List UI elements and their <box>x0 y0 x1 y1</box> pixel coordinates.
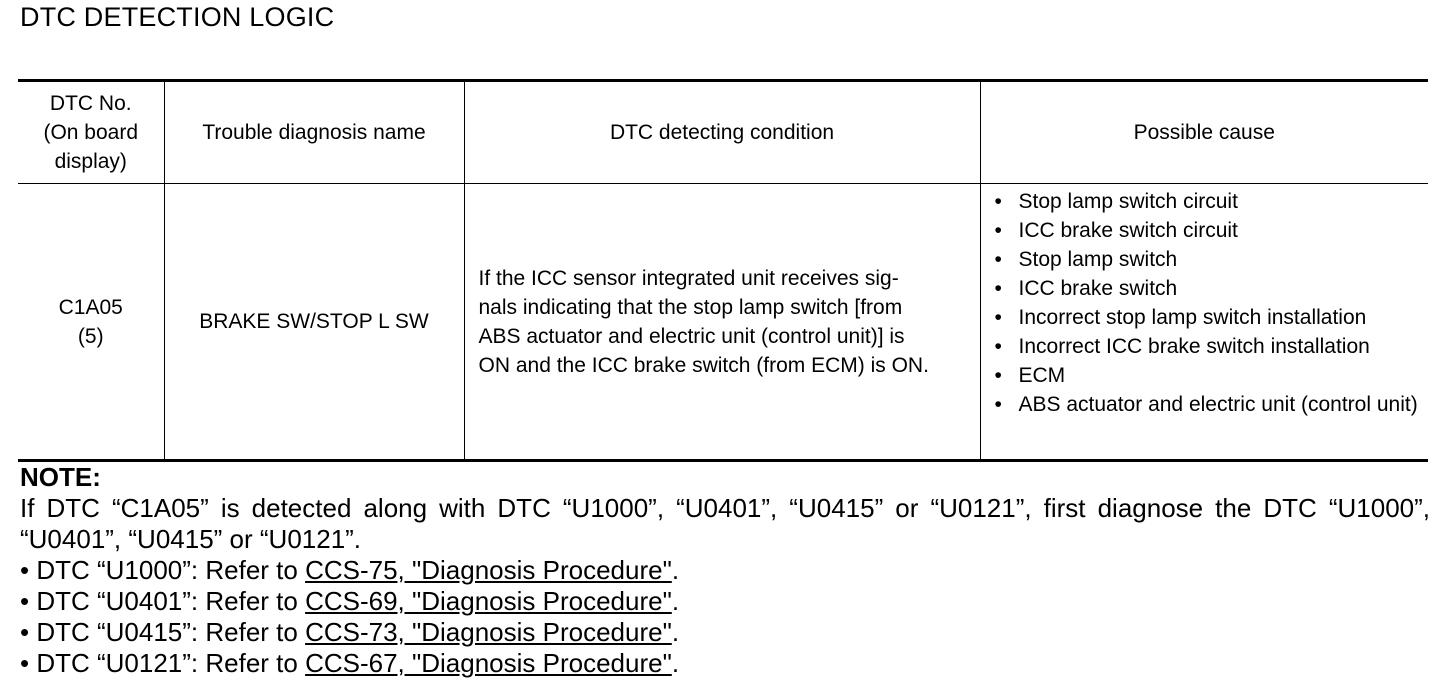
bullet-icon: • <box>994 190 1002 213</box>
cause-text: ECM <box>1018 364 1066 387</box>
list-item <box>995 187 1429 216</box>
possible-cause-list <box>981 187 1429 419</box>
list-item <box>995 303 1429 332</box>
cause-text: Stop lamp switch <box>1018 248 1178 271</box>
list-item <box>995 390 1429 419</box>
dtc-number: C1A05 <box>58 295 123 319</box>
bullet-icon: • <box>994 364 1002 387</box>
reference-suffix: . <box>671 648 680 678</box>
header-possible-cause: Possible cause <box>980 81 1428 184</box>
condition-line: nals indicating that the stop lamp switch [from <box>478 295 903 319</box>
bullet-icon: • <box>994 219 1002 242</box>
reference-suffix: . <box>671 586 680 616</box>
bullet-icon: • <box>994 393 1002 416</box>
condition-line: ABS actuator and electric unit (control unit)] is <box>478 324 905 348</box>
note-heading: NOTE: <box>20 462 101 492</box>
list-item <box>20 648 1430 679</box>
cause-text: Stop lamp switch circuit <box>1018 190 1238 213</box>
dtc-detecting-condition <box>464 184 980 461</box>
trouble-diagnosis-name: BRAKE SW/STOP L SW <box>164 184 464 461</box>
cause-text: ABS actuator and electric unit (control unit) <box>1018 393 1418 416</box>
reference-prefix: • DTC “U0415”: Refer to <box>20 617 306 647</box>
list-item <box>995 216 1429 245</box>
header-dtc-no-line: (On board <box>43 121 139 144</box>
cause-text: ICC brake switch <box>1018 277 1178 300</box>
bullet-icon: • <box>994 277 1002 300</box>
reference-link-u0415[interactable]: CCS-73, "Diagnosis Procedure" <box>305 617 672 647</box>
cause-text: Incorrect stop lamp switch installation <box>1018 306 1367 329</box>
page-title: DTC DETECTION LOGIC <box>20 2 335 32</box>
list-item <box>20 617 1430 648</box>
reference-link-u1000[interactable]: CCS-75, "Diagnosis Procedure" <box>305 555 672 585</box>
bullet-icon: • <box>994 306 1002 329</box>
table-header-row <box>18 81 1428 184</box>
reference-prefix: • DTC “U0121”: Refer to <box>20 648 306 678</box>
list-item <box>20 555 1430 586</box>
list-item <box>995 245 1429 274</box>
reference-link-u0121[interactable]: CCS-67, "Diagnosis Procedure" <box>305 648 672 678</box>
list-item <box>995 332 1429 361</box>
dtc-table <box>18 79 1428 462</box>
list-item <box>20 586 1430 617</box>
dtc-display: (5) <box>77 324 104 348</box>
header-dtc-no-line: DTC No. <box>49 92 132 115</box>
note-text: If DTC “C1A05” is detected along with DTC “U1000”, “U0401”, “U0415” or “U0121”, first diagnose the DTC “U1000”, “U0401”, “U0415” or “U0121”. <box>20 493 1430 554</box>
table-row <box>18 184 1428 461</box>
condition-line: ON and the ICC brake switch (from ECM) is ON. <box>478 353 929 377</box>
list-item <box>995 361 1429 390</box>
header-trouble-diagnosis-name: Trouble diagnosis name <box>164 81 464 184</box>
header-dtc-no <box>18 81 164 184</box>
bullet-icon: • <box>994 248 1002 271</box>
reference-link-u0401[interactable]: CCS-69, "Diagnosis Procedure" <box>305 586 672 616</box>
header-dtc-detecting-condition: DTC detecting condition <box>464 81 980 184</box>
list-item <box>995 274 1429 303</box>
reference-suffix: . <box>671 555 680 585</box>
reference-suffix: . <box>671 617 680 647</box>
cause-text: ICC brake switch circuit <box>1018 219 1238 242</box>
bullet-icon: • <box>994 335 1002 358</box>
dtc-number-cell <box>18 184 164 461</box>
reference-list <box>20 555 1430 679</box>
header-dtc-no-line: display) <box>54 150 127 173</box>
condition-line: If the ICC sensor integrated unit receives sig- <box>478 266 899 290</box>
reference-prefix: • DTC “U0401”: Refer to <box>20 586 306 616</box>
note-section <box>20 462 1430 679</box>
cause-text: Incorrect ICC brake switch installation <box>1018 335 1370 358</box>
possible-cause-cell <box>980 184 1428 461</box>
reference-prefix: • DTC “U1000”: Refer to <box>20 555 306 585</box>
